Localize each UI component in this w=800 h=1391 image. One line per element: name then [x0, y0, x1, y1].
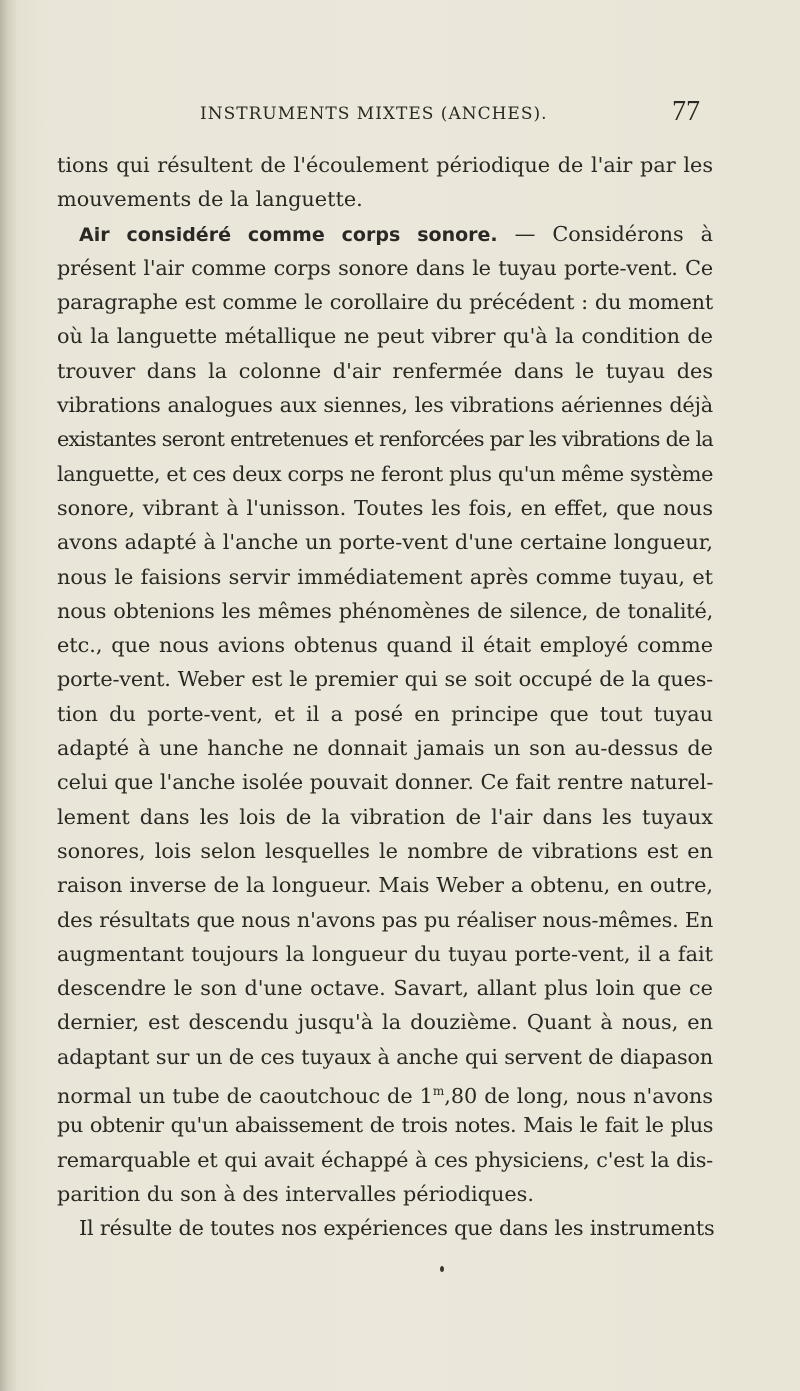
text-line: descendre le son d'une octave. Savart, allant plus loin que ce: [57, 976, 713, 1001]
text-line: celui que l'anche isolée pouvait donner. Ce fait rentre naturel-: [57, 770, 714, 795]
measure-unit: m: [432, 1084, 445, 1099]
measure-prefix: normal un tube de caoutchouc de 1: [57, 1083, 433, 1108]
text-line-rest: de long, nous n'avons: [484, 1083, 713, 1108]
text-line: lement dans les lois de la vibration de l'air dans les tuyaux: [57, 804, 713, 829]
ink-speck: [440, 1266, 444, 1272]
text-line: nous le faisions servir immédiatement après comme tuyau, et: [57, 564, 713, 589]
text-line: parition du son à des intervalles périodiques.: [57, 1181, 534, 1206]
text-line: présent l'air comme corps sonore dans le tuyau porte-vent. Ce: [57, 255, 713, 280]
text-line: où la languette métallique ne peut vibrer qu'à la condition de: [57, 324, 713, 349]
text-line: trouver dans la colonne d'air renfermée dans le tuyau des: [57, 358, 713, 383]
text-line: sonore, vibrant à l'unisson. Toutes les fois, en effet, que nous: [57, 495, 713, 520]
text-line: dernier, est descendu jusqu'à la douzième. Quant à nous, en: [57, 1010, 713, 1035]
text-line-rest: — Considérons à: [514, 221, 713, 246]
text-line: etc., que nous avions obtenus quand il était employé comme: [57, 633, 713, 658]
text-line: pu obtenir qu'un abaissement de trois notes. Mais le fait le plus: [57, 1113, 713, 1138]
text-line: des résultats que nous n'avons pas pu réaliser nous-mêmes. En: [57, 907, 714, 932]
page-number: 77: [672, 96, 700, 127]
running-title: INSTRUMENTS MIXTES (ANCHES).: [200, 104, 548, 124]
text-line: porte-vent. Weber est le premier qui se soit occupé de la ques-: [57, 667, 713, 692]
text-line: Il résulte de toutes nos expériences que dans les instruments: [79, 1216, 715, 1241]
running-head: [200, 96, 700, 136]
page-binding-edge: [0, 0, 16, 1391]
text-line: augmentant toujours la longueur du tuyau porte-vent, il a fait: [57, 941, 713, 966]
text-line: tions qui résultent de l'écoulement périodique de l'air par les: [57, 153, 713, 177]
text-line: paragraphe est comme le corollaire du précédent : du moment: [57, 290, 713, 315]
text-line: adaptant sur un de ces tuyaux à anche qui servent de diapason: [57, 1044, 713, 1069]
text-line: avons adapté à l'anche un porte-vent d'une certaine longueur,: [57, 530, 713, 555]
text-line: existantes seront entretenues et renforcées par les vibrations de la: [57, 427, 713, 452]
body-text: [57, 148, 713, 1246]
measure-suffix: ,80: [444, 1083, 485, 1108]
text-line: adapté à une hanche ne donnait jamais un son au-dessus de: [57, 736, 713, 761]
text-line: mouvements de la languette.: [57, 187, 363, 212]
section-line: [57, 217, 713, 251]
text-line: raison inverse de la longueur. Mais Weber a obtenu, en outre,: [57, 873, 713, 898]
text-line: vibrations analogues aux siennes, les vibrations aériennes déjà: [57, 393, 713, 418]
section-heading: Air considéré comme corps sonore.: [79, 223, 498, 246]
text-line: sonores, lois selon lesquelles le nombre de vibrations est en: [57, 838, 713, 863]
measure-line: [57, 1074, 713, 1108]
text-line: remarquable et qui avait échappé à ces physiciens, c'est la dis-: [57, 1147, 713, 1172]
text-line: languette, et ces deux corps ne feront plus qu'un même système: [57, 461, 713, 486]
text-line: tion du porte-vent, et il a posé en principe que tout tuyau: [57, 701, 713, 726]
text-line: nous obtenions les mêmes phénomènes de silence, de tonalité,: [57, 598, 713, 623]
